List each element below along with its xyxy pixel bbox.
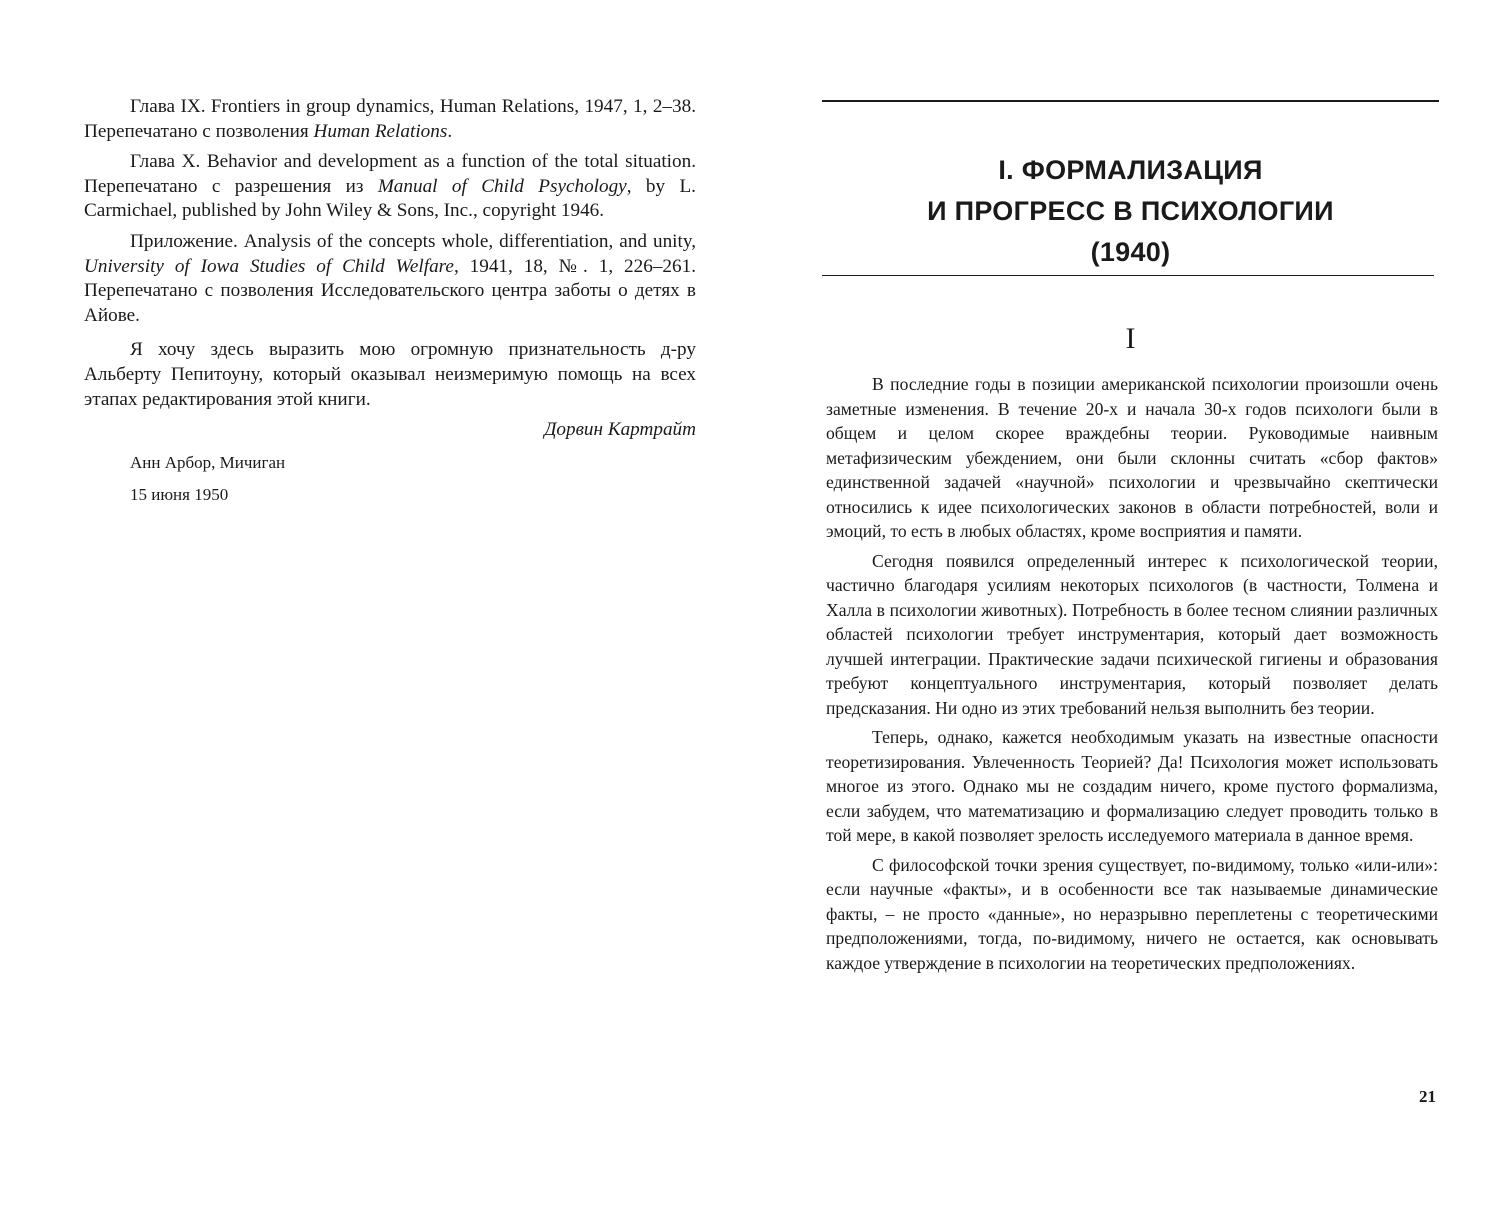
- credit-source-title: Manual of Child Psychology: [377, 175, 627, 197]
- credit-text: , by L. Carmichael, published by John Wiley & Sons, Inc., copyright 1946.: [84, 175, 696, 222]
- chapter-title-line: I. ФОРМАЛИЗАЦИЯ: [998, 155, 1263, 185]
- right-page: [751, 0, 1503, 1217]
- chapter-title: [822, 150, 1439, 273]
- signature-place: Анн Арбор, Мичиган: [130, 452, 286, 472]
- body-paragraph: Сегодня появился определенный интерес к психологической теории, частично благодаря усилиям некоторых психологов (в частности, Толмена и Халла в психологии животных). Потребность в более тесном слиянии различных областей психологии требует инструментария, который дает возможность лучшей интеграции. Практические задачи психической гигиены и образования требуют концептуального инструментария, который позволяет делать предсказания. Ни одно из этих требований нельзя выполнить без теории.: [826, 550, 1438, 718]
- acknowledgement-text: Я хочу здесь выразить мою огромную признательность д-ру Альберту Пепитоуну, который оказывал неизмеримую помощь на всех этапах редактирования этой книги.: [84, 339, 696, 410]
- chapter-body: [826, 372, 1438, 980]
- credit-text: , 1941, 18, №. 1, 226–261. Перепечатано с позволения Исследовательского центра заботы о детях в Айове.: [84, 255, 696, 326]
- signature-date: 15 июня 1950: [130, 485, 229, 505]
- title-bottom-rule: [822, 275, 1434, 276]
- permissions-credits: [84, 95, 696, 513]
- credit-source-title: University of Iowa Studies of Child Welfare: [84, 255, 454, 277]
- credit-text: .: [447, 120, 453, 142]
- title-top-rule: [822, 100, 1439, 102]
- body-paragraph: Теперь, однако, кажется необходимым указать на известные опасности теоретизирования. Увлеченность Теорией? Да! Психология может использовать многое из этого. Однако мы не создадим ничего, кроме пустого формализма, если забудем, что математизацию и формализацию следует проводить только в той мере, в какой позволяет зрелость исследуемого материала в данное время.: [826, 727, 1438, 845]
- credit-source-title: Human Relations: [313, 120, 448, 142]
- credit-appendix: [84, 230, 696, 328]
- credit-text: Приложение. Analysis of the concepts whole, differentiation, and unity,: [130, 230, 696, 252]
- chapter-title-line: И ПРОГРЕСС В ПСИХОЛОГИИ: [927, 196, 1334, 226]
- page-number: 21: [1419, 1087, 1436, 1106]
- credit-text: Глава X. Behavior and development as a function of the total situation. Перепечатано с разрешения из: [84, 151, 696, 197]
- editor-signature: Дорвин Картрайт: [544, 419, 696, 441]
- body-paragraph: С философской точки зрения существует, по-видимому, только «или-или»: если научные «факты», и в особенности все так называемые динамические факты, – не просто «данные», но неразрывно переплетены с теоретическими предположениями, тогда, по-видимому, ничего не остается, как основывать каждое утверждение в психологии на теоретических предположениях.: [826, 854, 1438, 973]
- body-paragraph: В последние годы в позиции американской психологии произошли очень заметные изменения. В течение 20-х и начала 30-х годов психологи были в общем и целом скорее враждебны теории. Руководимые наивным метафизическим убеждением, они были склонны считать «сбор фактов» единственной задачей «научной» психологии и чрезвычайно скептически относились к идее психологических законов в области потребностей, воли и эмоций, то есть в любых областях, кроме восприятия и памяти.: [826, 374, 1438, 541]
- credit-chapter-10: [84, 150, 696, 224]
- chapter-title-year: (1940): [1090, 237, 1171, 267]
- section-number: I: [1125, 322, 1136, 355]
- credit-text: Глава IX. Frontiers in group dynamics, Human Relations, 1947, 1, 2–38. Перепечатано с позволения: [84, 96, 696, 142]
- credit-chapter-9: [84, 95, 696, 144]
- left-page: [0, 0, 751, 1217]
